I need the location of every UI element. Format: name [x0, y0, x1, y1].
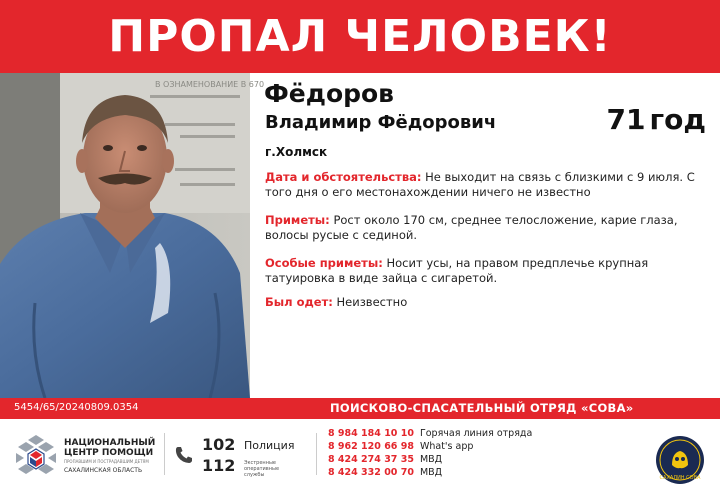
contact-item: [328, 428, 648, 441]
contact-label: МВД: [419, 467, 443, 478]
header-banner: [0, 0, 720, 73]
contact-number[interactable]: 8 962 120 66 98: [328, 441, 414, 452]
contact-label: What's app: [419, 441, 474, 452]
org-name-line2: ЦЕНТР ПОМОЩИ: [64, 448, 154, 458]
national-center-logo-icon: [14, 433, 58, 477]
detail-circumstances: [265, 170, 710, 200]
detail-text: Неизвестно: [336, 295, 408, 309]
emergency-label-general: Экстренные оперативные службы: [244, 460, 280, 478]
case-id: 5454/65/20240809.0354: [14, 402, 139, 413]
detail-label: Был одет:: [265, 295, 333, 309]
contact-label: МВД: [419, 454, 443, 465]
footer-divider: [316, 433, 317, 475]
page-title: ПРОПАЛ ЧЕЛОВЕК!: [108, 11, 612, 62]
emergency-number-police[interactable]: 102: [202, 435, 236, 454]
person-city: г.Холмск: [265, 145, 328, 159]
contact-list: [328, 428, 648, 480]
detail-features: [265, 213, 710, 243]
missing-person-photo: [0, 73, 265, 398]
detail-text: Носит усы, на правом предплечье крупная татуировка в виде зайца с сигаретой.: [265, 256, 649, 285]
person-info-panel: [262, 73, 712, 398]
detail-label: Приметы:: [265, 213, 330, 227]
detail-clothing: [265, 295, 710, 310]
detail-label: Особые приметы:: [265, 256, 383, 270]
contact-label: Горячая линия отряда: [419, 428, 533, 439]
contact-number[interactable]: 8 424 332 00 70: [328, 467, 414, 478]
person-age: [607, 103, 706, 136]
search-team-name: ПОИСКОВО-СПАСАТЕЛЬНЫЙ ОТРЯД «СОВА»: [330, 401, 634, 415]
detail-special-features: [265, 256, 710, 286]
contact-item: [328, 441, 648, 454]
contact-number[interactable]: 8 984 184 10 10: [328, 428, 414, 439]
detail-text: Не выходит на связь с близкими с 9 июля. С того дня о его местонахождении ничего не известно: [265, 170, 695, 199]
person-given-names: Владимир Фёдорович: [265, 112, 497, 133]
background-plaque-text: В ОЗНАМЕНОВАНИЕ В 670: [155, 80, 265, 89]
info-strip: [0, 398, 720, 419]
org-region: САХАЛИНСКАЯ ОБЛАСТЬ: [64, 467, 143, 474]
org-name-line1: НАЦИОНАЛЬНЫЙ: [64, 438, 156, 448]
person-surname: Фёдоров: [264, 79, 395, 108]
detail-label: Дата и обстоятельства:: [265, 170, 422, 184]
emergency-number-general[interactable]: 112: [202, 456, 236, 475]
sova-team-badge-icon: [655, 435, 705, 485]
footer-divider: [164, 433, 165, 475]
age-number: 71: [606, 103, 646, 136]
contact-item: [328, 454, 648, 467]
detail-text: Рост около 170 см, среднее телосложение, карие глаза, волосы русые с сединой.: [265, 213, 678, 242]
contact-number[interactable]: 8 424 274 37 35: [328, 454, 414, 465]
badge-text: САХАЛИН СОВА: [659, 475, 701, 481]
footer: [0, 419, 720, 480]
age-unit: год: [649, 103, 706, 136]
phone-icon: [174, 445, 194, 465]
contact-item: [328, 467, 648, 480]
emergency-label-police: Полиция: [244, 439, 295, 452]
org-subtitle: ПРОПАВШИМ И ПОСТРАДАВШИМ ДЕТЯМ: [64, 459, 149, 464]
